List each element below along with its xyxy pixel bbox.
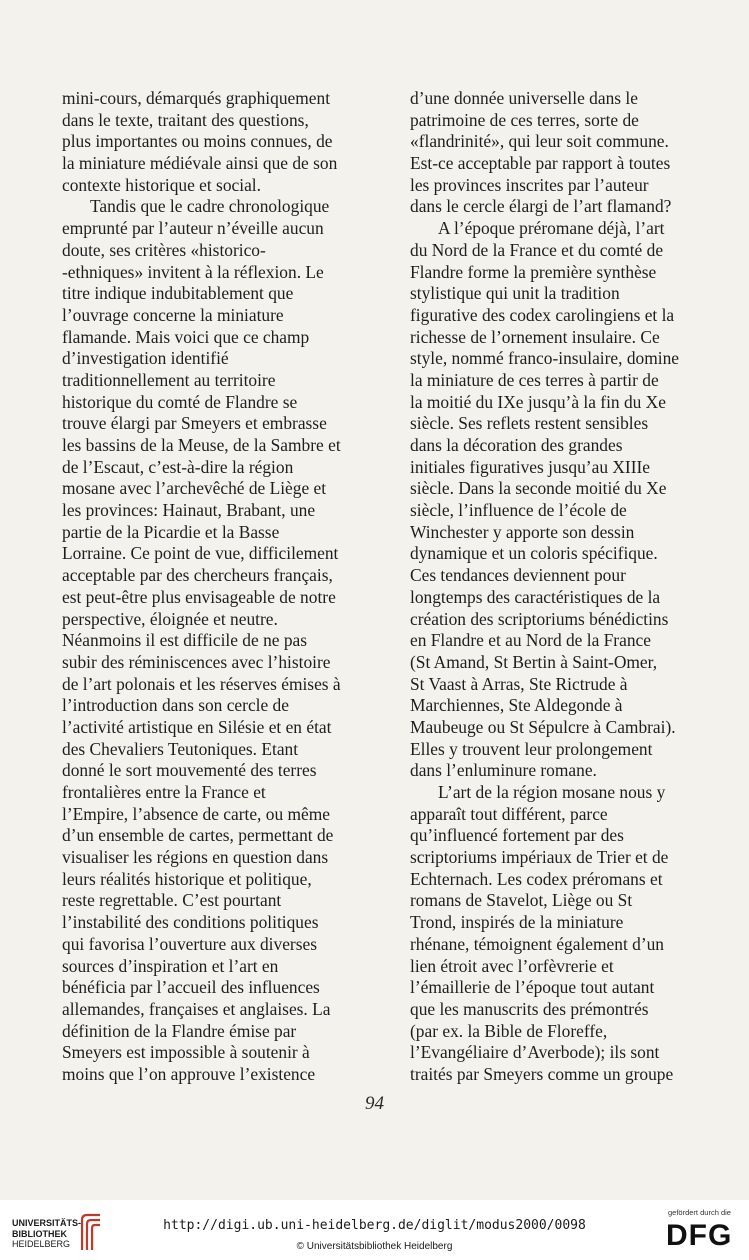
- text-line: flamande. Mais voici que ce champ: [62, 326, 310, 347]
- text-line: les provinces inscrites par l’auteur: [410, 174, 649, 195]
- text-line: Elles y trouvent leur prolongement: [410, 738, 653, 759]
- text-line: Smeyers est impossible à soutenir à: [62, 1042, 310, 1063]
- text-line: bénéficia par l’accueil des influences: [62, 977, 320, 998]
- text-line: romans de Stavelot, Liège ou St: [410, 890, 633, 911]
- text-line: Flandre forme la première synthèse: [410, 261, 657, 282]
- text-line: dans le texte, traitant des questions,: [62, 109, 309, 130]
- text-line: moins que l’on approuve l’existence: [62, 1063, 316, 1084]
- text-line: dans l’enluminure romane.: [410, 760, 597, 781]
- text-line: leurs réalités historique et politique,: [62, 868, 312, 889]
- text-line: l’émaillerie de l’époque tout autant: [410, 977, 655, 998]
- text-line: (par ex. la Bible de Floreffe,: [410, 1020, 608, 1041]
- text-line: stylistique qui unit la tradition: [410, 283, 620, 304]
- text-line: richesse de l’ornement insulaire. Ce: [410, 326, 660, 347]
- text-line: l’introduction dans son cercle de: [62, 695, 289, 716]
- text-line: trouve élargi par Smeyers et embrasse: [62, 413, 327, 434]
- text-line: -ethniques» invitent à la réflexion. Le: [62, 261, 324, 282]
- text-line: reste regrettable. C’est pourtant: [62, 890, 282, 911]
- text-line: perspective, éloignée et neutre.: [62, 608, 278, 629]
- copyright-notice: © Universitätsbibliothek Heidelberg: [296, 1241, 453, 1252]
- text-line: apparaît tout différent, parce: [410, 803, 608, 824]
- text-line: titre indique indubitablement que: [62, 283, 294, 304]
- text-line: Trond, inspirés de la miniature: [410, 912, 624, 933]
- text-line: traités par Smeyers comme un groupe: [410, 1063, 674, 1084]
- text-line: style, nommé franco-insulaire, domine: [410, 348, 679, 369]
- text-line: siècle, l’influence de l’école de: [410, 500, 627, 521]
- text-line: l’Evangéliaire d’Averbode); ils sont: [410, 1042, 660, 1063]
- text-line: visualiser les régions en question dans: [62, 847, 329, 868]
- text-line: l’ouvrage concerne la miniature: [62, 304, 284, 325]
- text-line: qui favorisa l’ouverture aux diverses: [62, 933, 317, 954]
- text-line: patrimoine de ces terres, sorte de: [410, 109, 639, 130]
- source-url-link[interactable]: http://digi.ub.uni-heidelberg.de/diglit/modus2000/0098: [163, 1218, 586, 1233]
- text-line: Ces tendances deviennent pour: [410, 565, 626, 586]
- text-line: figurative des codex carolingiens et la: [410, 304, 675, 325]
- text-line: plus importantes ou moins connues, de: [62, 131, 333, 152]
- text-line: dans la décoration des grandes: [410, 435, 623, 455]
- text-line: siècle. Dans la seconde moitié du Xe: [410, 478, 667, 499]
- text-line: Lorraine. Ce point de vue, difficilement: [62, 543, 339, 564]
- text-line: dans le cercle élargi de l’art flamand?: [410, 196, 672, 217]
- text-line: initiales figuratives jusqu’au XIIIe: [410, 456, 651, 477]
- text-line: traditionnellement au territoire: [62, 369, 276, 390]
- text-line: qu’influencé fortement par des: [410, 825, 624, 846]
- text-line: A l’époque préromane déjà, l’art: [438, 218, 665, 239]
- library-name-line3: HEIDELBERG: [12, 1239, 71, 1249]
- text-line: siècle. Ses reflets restent sensibles: [410, 413, 649, 434]
- text-line: L’art de la région mosane nous y: [438, 782, 666, 802]
- text-line: Tandis que le cadre chronologique: [90, 196, 330, 217]
- left-text-column: [62, 88, 380, 1086]
- text-line: historique du comté de Flandre se: [62, 391, 298, 412]
- text-line: en Flandre et au Nord de la France: [410, 630, 651, 651]
- text-line: sources d’inspiration et l’art en: [62, 955, 279, 976]
- text-line: scriptoriums impériaux de Trier et de: [410, 847, 669, 868]
- text-line: partie de la Picardie et la Basse: [62, 521, 280, 542]
- text-line: (St Amand, St Bertin à Saint-Omer,: [410, 651, 658, 672]
- text-line: frontalières entre la France et: [62, 782, 266, 802]
- text-line: l’activité artistique en Silésie et en état: [62, 716, 332, 737]
- text-line: les bassins de la Meuse, de la Sambre et: [62, 435, 341, 455]
- text-line: d’investigation identifié: [62, 348, 229, 369]
- text-line: l’Empire, l’absence de carte, ou même: [62, 803, 330, 824]
- text-line: Maubeuge ou St Sépulcre à Cambrai).: [410, 716, 676, 737]
- text-line: les provinces: Hainaut, Brabant, une: [62, 500, 316, 521]
- text-line: définition de la Flandre émise par: [62, 1020, 297, 1041]
- text-line: d’une donnée universelle dans le: [410, 88, 638, 108]
- right-text-column: [410, 88, 718, 1086]
- text-line: Winchester y apporte son dessin: [410, 521, 635, 542]
- text-line: allemandes, françaises et anglaises. La: [62, 998, 331, 1019]
- text-line: mosane avec l’archevêché de Liège et: [62, 478, 327, 499]
- text-line: emprunté par l’auteur n’éveille aucun: [62, 218, 324, 239]
- text-line: la moitié du IXe jusqu’à la fin du Xe: [410, 391, 666, 412]
- text-line: des Chevaliers Teutoniques. Etant: [62, 738, 299, 759]
- library-name-line1: UNIVERSITÄTS-: [12, 1218, 82, 1228]
- library-name-line2: BIBLIOTHEK: [12, 1228, 67, 1239]
- dfg-logo: DFG: [666, 1219, 733, 1252]
- text-line: de l’Escaut, c’est-à-dire la région: [62, 456, 294, 477]
- text-line: subir des réminiscences avec l’histoire: [62, 651, 331, 672]
- text-line: Echternach. Les codex préromans et: [410, 868, 663, 889]
- text-line: l’instabilité des conditions politiques: [62, 912, 319, 933]
- page-number: 94: [365, 1093, 384, 1114]
- text-line: est peut-être plus envisageable de notre: [62, 586, 336, 607]
- text-line: la miniature de ces terres à partir de: [410, 369, 659, 390]
- text-line: St Vaast à Arras, Ste Rictrude à: [410, 673, 628, 694]
- text-line: création des scriptoriums bénédictins: [410, 608, 669, 629]
- text-line: que les manuscrits des prémontrés: [410, 998, 649, 1019]
- text-line: lien étroit avec l’orfèvrerie et: [410, 955, 614, 976]
- text-line: donné le sort mouvementé des terres: [62, 760, 317, 781]
- text-line: Est-ce acceptable par rapport à toutes: [410, 153, 671, 174]
- text-line: de l’art polonais et les réserves émises à: [62, 673, 341, 694]
- text-line: Néanmoins il est difficile de ne pas: [62, 630, 308, 651]
- text-line: Marchiennes, Ste Aldegonde à: [410, 695, 623, 716]
- text-line: rhénane, témoignent également d’un: [410, 933, 664, 954]
- text-line: contexte historique et social.: [62, 174, 261, 195]
- text-line: d’un ensemble de cartes, permettant de: [62, 825, 334, 846]
- text-line: acceptable par des chercheurs français,: [62, 565, 333, 586]
- text-line: «flandrinité», qui leur soit commune.: [410, 131, 669, 152]
- text-line: doute, ses critères «historico-: [62, 239, 266, 260]
- text-line: longtemps des caractéristiques de la: [410, 586, 661, 607]
- text-line: du Nord de la France et du comté de: [410, 239, 664, 260]
- text-line: dynamique et un coloris spécifique.: [410, 543, 658, 564]
- text-line: la miniature médiévale ainsi que de son: [62, 153, 338, 174]
- text-line: mini-cours, démarqués graphiquement: [62, 88, 331, 108]
- dfg-funding-note: gefördert durch die: [668, 1208, 731, 1217]
